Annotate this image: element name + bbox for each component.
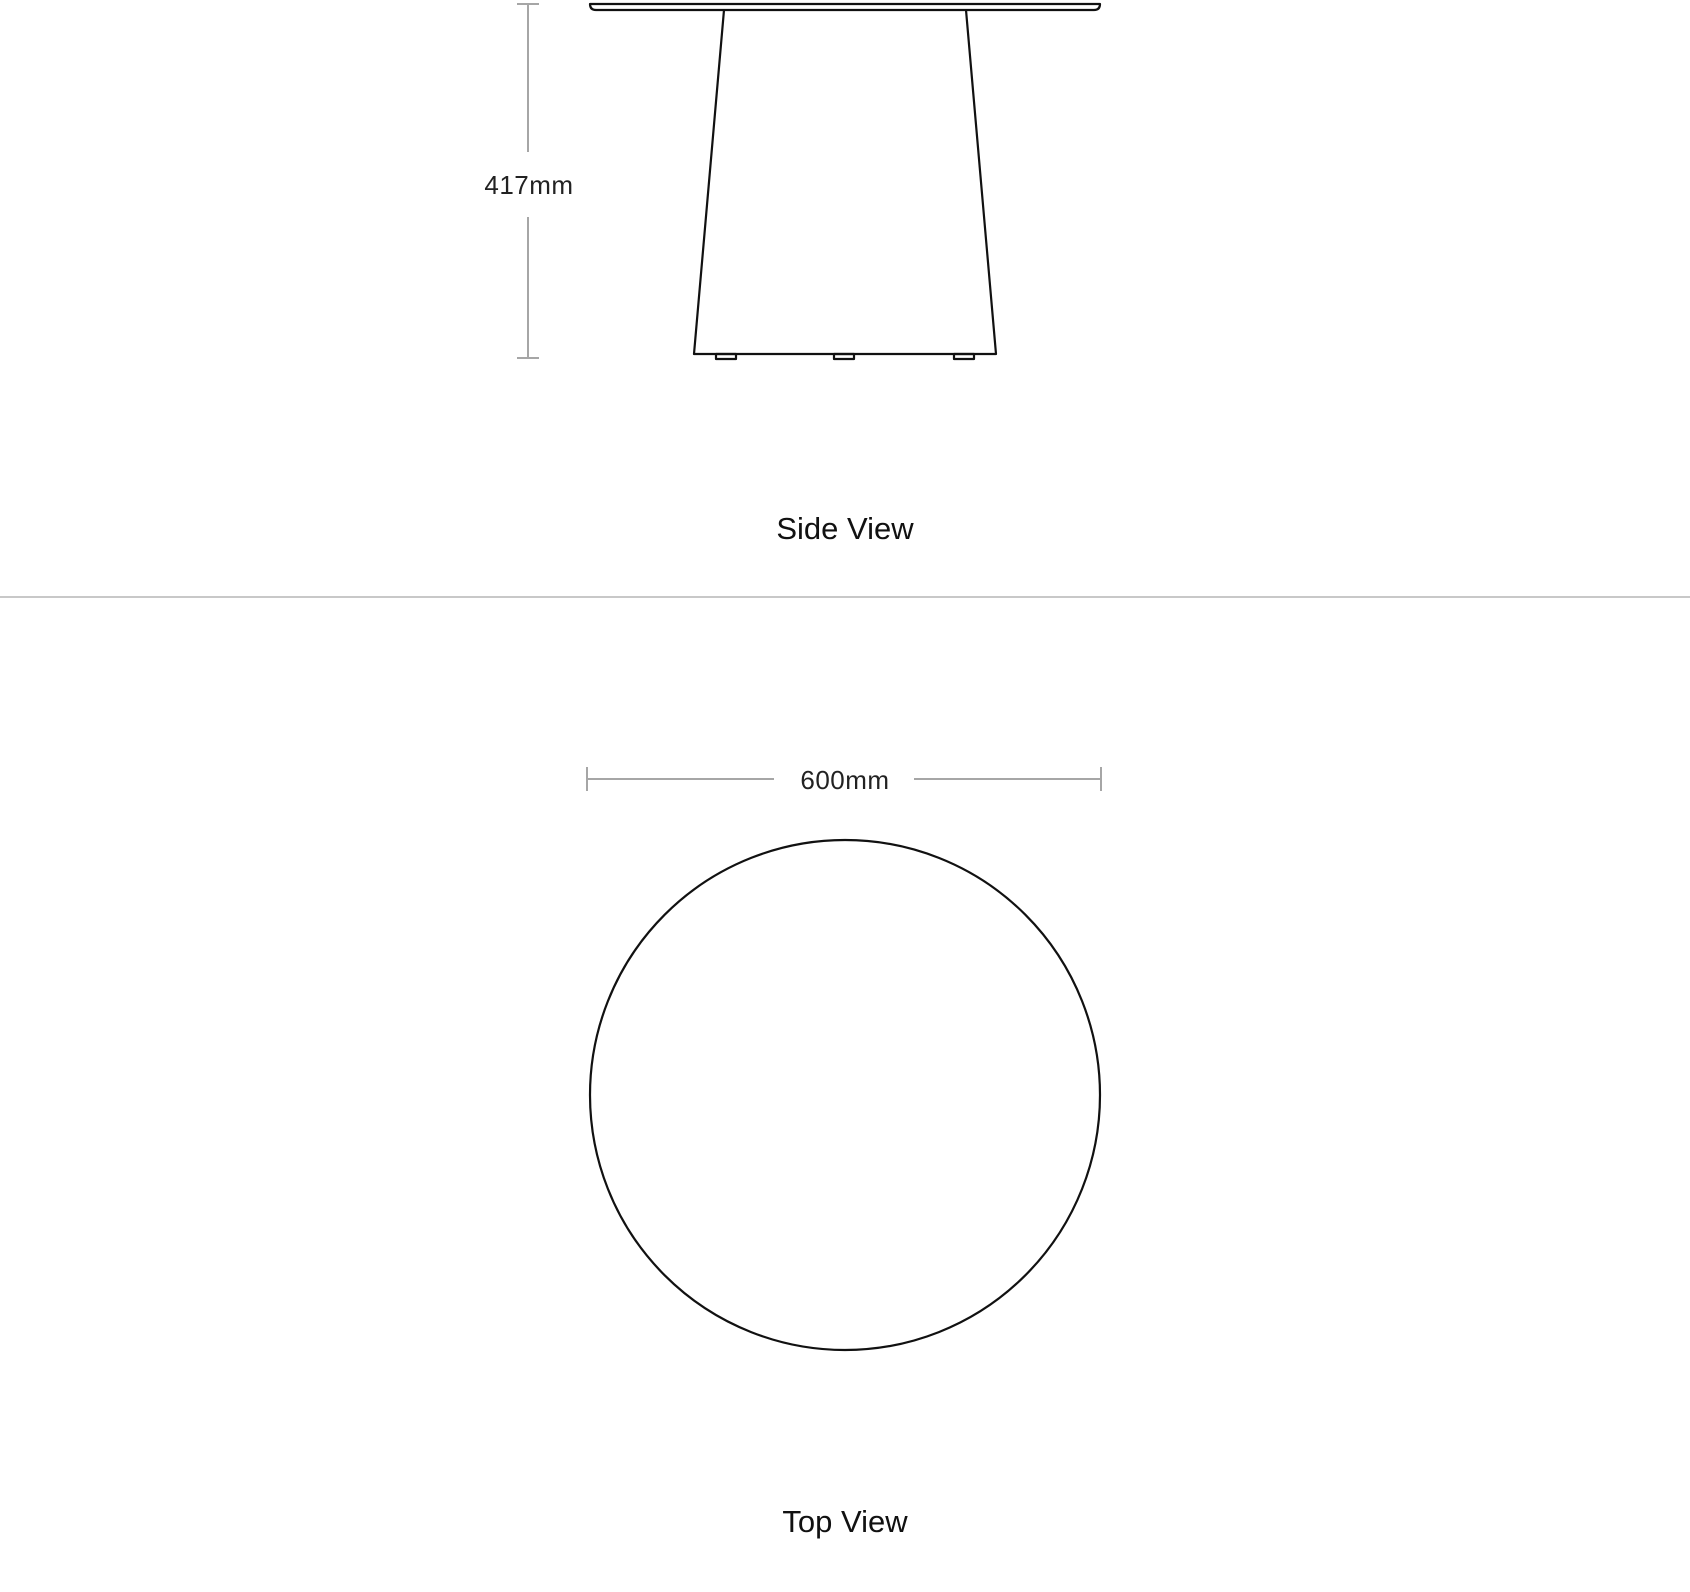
width-dimension-label: 600mm	[780, 767, 910, 793]
tabletop-side	[590, 4, 1100, 10]
base-foot-right	[954, 354, 974, 359]
height-dimension-label: 417mm	[474, 172, 584, 198]
table-side-profile	[590, 4, 1100, 359]
pedestal-base	[694, 10, 996, 354]
top-view-title: Top View	[782, 1504, 908, 1539]
tabletop-top-outline	[590, 840, 1100, 1350]
base-foot-center	[834, 354, 854, 359]
section-divider	[0, 596, 1690, 598]
side-view-title: Side View	[776, 511, 914, 546]
base-foot-left	[716, 354, 736, 359]
